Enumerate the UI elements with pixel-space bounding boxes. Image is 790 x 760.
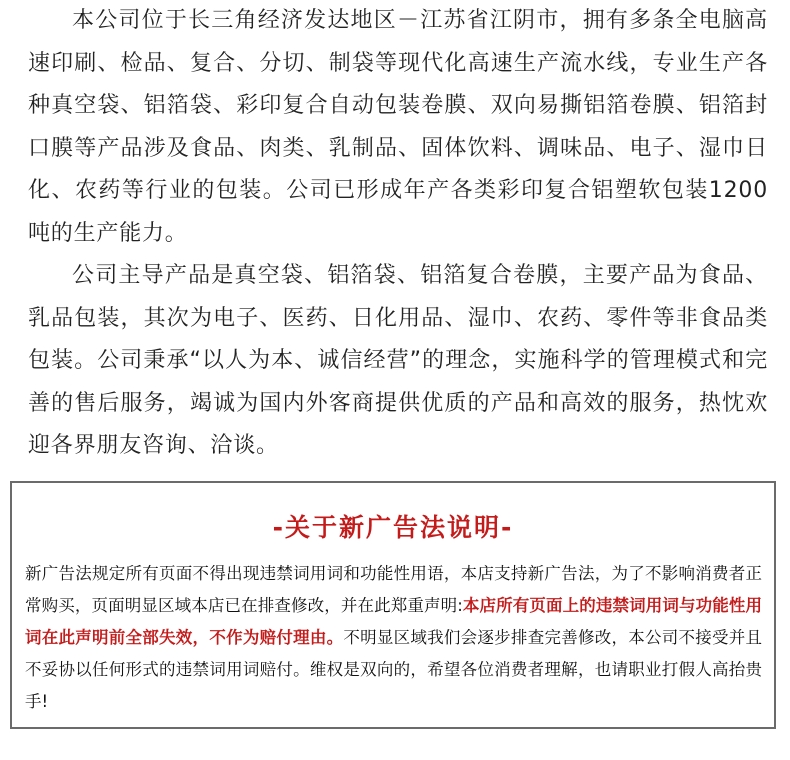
intro-paragraph-1: 本公司位于长三角经济发达地区－江苏省江阴市，拥有多条全电脑高速印刷、检品、复合、分切、制袋等现代化高速生产流水线，专业生产各种真空袋、铝箔袋、彩印复合自动包装卷膜、双向易撕铝箔卷膜、铝箔封口膜等产品涉及食品、肉类、乳制品、固体饮料、调味品、电子、湿巾日化、农药等行业的包装。公司已形成年产各类彩印复合铝塑软包装1200吨的生产能力。: [28, 8, 768, 246]
notice-body: [25, 558, 762, 718]
notice-text-part-1: 新广告法规定所有页面不得出现违禁词用词和功能性用语，本店支持新广告法，为了不影响消费者正常购买，页面明显区域本店已在排查修改，并在此郑重声明:: [25, 564, 762, 615]
notice-highlight: 本店所有页面上的违禁词用词与功能性用词在此声明前全部失效，不作为赔付理由。: [25, 596, 763, 647]
company-intro: [28, 0, 768, 468]
intro-paragraph-2: 公司主导产品是真空袋、铝箔袋、铝箔复合卷膜，主要产品为食品、乳品包装，其次为电子、医药、日化用品、湿巾、农药、零件等非食品类包装。公司秉承“以人为本、诚信经营”的理念，实施科学的管理模式和完善的售后服务，竭诚为国内外客商提供优质的产品和高效的服务，热忱欢迎各界朋友咨询、洽谈。: [28, 263, 768, 458]
notice-text-part-2: 不明显区域我们会逐步排查完善修改，本公司不接受并且不妥协以任何形式的违禁词用词赔付。维权是双向的，希望各位消费者理解，也请职业打假人高抬贵手!: [25, 628, 763, 711]
notice-title: -关于新广告法说明-: [272, 513, 514, 542]
ad-law-notice-box: [10, 481, 776, 729]
